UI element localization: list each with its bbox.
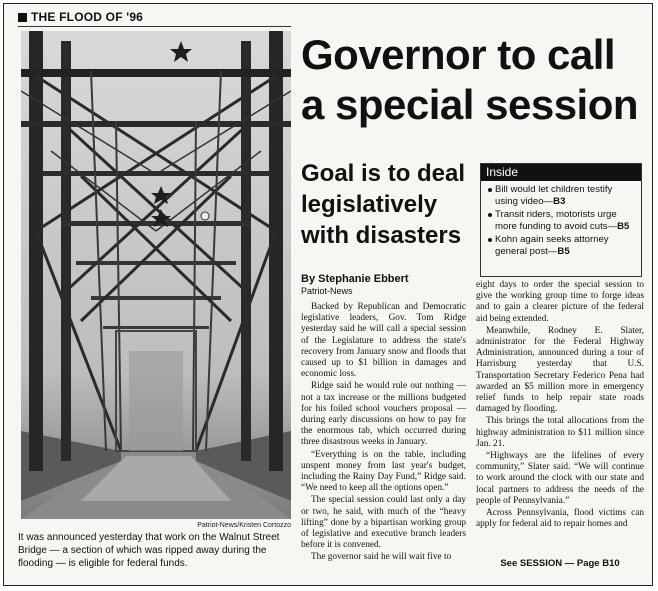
bridge-photo <box>21 31 291 519</box>
paragraph: eight days to order the special session to give the working group time to forge ideas and to gain a clearer picture of the federal aid being extended. <box>476 280 644 324</box>
paragraph: “Highways are the lifelines of every community,” Slater said. “We will continue to work around the clock with our state and local partners to address the needs of the people of Pennsylvania.” <box>476 451 644 506</box>
jump-line: See SESSION — Page B10 <box>500 558 620 569</box>
inside-item[interactable]: Transit riders, motorists urge more funding to avoid cuts—B5 <box>495 209 637 233</box>
kicker-label: THE FLOOD OF '96 <box>31 10 144 24</box>
paragraph: Ridge said he would rule out nothing — not a tax increase or the millions budgeted for his foiled school vouchers proposal — during early discussions on how to pay for the enormous tab, which occurred during three disastrous weeks in January. <box>301 381 466 448</box>
photo-credit: Patriot-News/Kristen Cortozzo <box>197 522 291 529</box>
paragraph: This brings the total allocations from the highway administration to $11 million since Jan. 21. <box>476 416 644 449</box>
kicker-rule <box>18 26 291 27</box>
inside-box <box>480 163 642 277</box>
inside-item[interactable]: Kohn again seeks attorney general post—B5 <box>495 234 637 258</box>
deck-subheadline: Goal is to deal legislatively with disasters <box>301 160 466 249</box>
byline-org: Patriot-News <box>301 286 353 296</box>
inside-item[interactable]: Bill would let children testify using video—B3 <box>495 184 637 208</box>
byline <box>301 272 409 297</box>
article-column-1 <box>301 302 466 565</box>
paragraph: Backed by Republican and Democratic legislative leaders, Gov. Tom Ridge yesterday said he will call a special session of the Legislature to address the state's recovery from January snow and floods that caused up to $1 billion in damages and economic loss. <box>301 302 466 380</box>
bridge-photo-illustration <box>21 31 291 519</box>
article-column-2 <box>476 280 644 531</box>
inside-list <box>481 184 641 258</box>
paragraph: Across Pennsylvania, flood victims can apply for federal aid to repair homes and <box>476 508 644 530</box>
kicker-square-icon <box>18 13 27 22</box>
paragraph: The governor said he will wait five to <box>311 552 452 563</box>
paragraph: Meanwhile, Rodney E. Slater, administrator for the Federal Highway Administration, announced during a tour of Harrisburg yesterday that U.S. Transportation Secretary Federico Pena had awarded an $5 million more in emergency relief funds to help repair state roads damaged by flooding. <box>476 325 644 415</box>
byline-author: By Stephanie Ebbert <box>301 273 409 285</box>
section-kicker <box>18 10 143 24</box>
paragraph: “Everything is on the table, including unspent money from last year's budget, including the Rainy Day Fund,” Ridge said. “We need to keep all the options open.” <box>301 449 466 494</box>
headline <box>301 30 651 130</box>
inside-box-title: Inside <box>481 164 641 181</box>
photo-caption: It was announced yesterday that work on the Walnut Street Bridge — a section of which was ripped away during the flooding — is eligible for federal funds. <box>18 532 280 569</box>
headline-line-2: a special session <box>301 81 639 128</box>
newspaper-page <box>3 3 653 586</box>
headline-line-1: Governor to call <box>301 31 616 78</box>
paragraph: The special session could last only a day or two, he said, with much of the “heavy lifting” done by a bipartisan working group of legislative and executive branch leaders before it is convened. <box>301 495 466 551</box>
